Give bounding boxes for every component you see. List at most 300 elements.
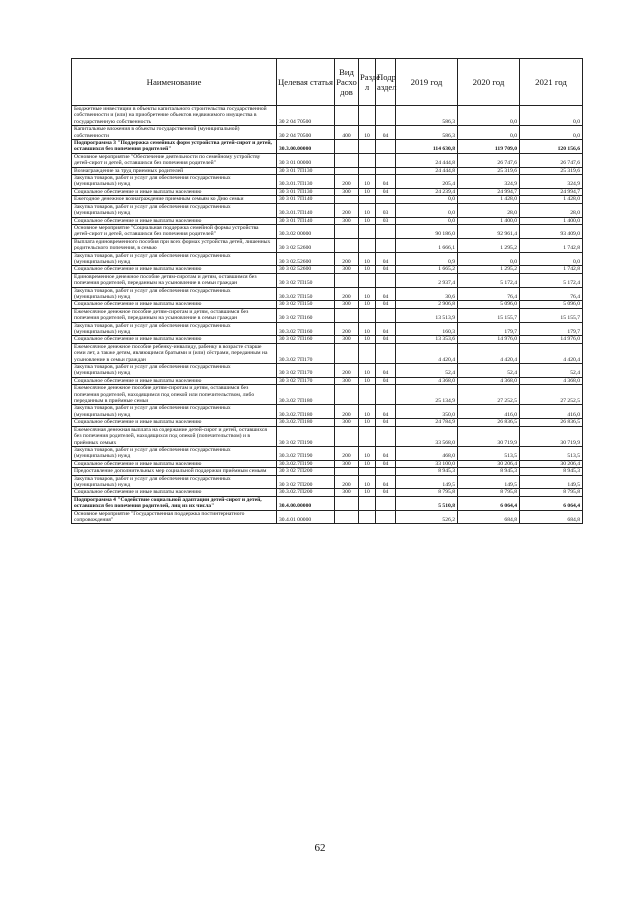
row-target-article: 30.3.02 7П150 [277,287,335,301]
table-row [72,405,583,419]
row-value-2019: 526,2 [396,510,458,524]
row-name: Выплата единовременного пособия при всех формах устройства детей, лишенных родительского попечения, в семью [72,238,277,252]
row-value-2021: 25 319,6 [520,167,583,174]
row-subsection [376,153,396,167]
row-value-2019: 1 666,1 [396,238,458,252]
row-value-2019: 4 420,4 [396,343,458,363]
row-section [359,238,376,252]
header-type: Вид Расхо дов [335,59,359,106]
row-subsection: 04 [376,475,396,489]
row-value-2021: 1 742,8 [520,238,583,252]
row-name: Ежемесячная денежная выплата на содержание детей-сирот и детей, оставшихся без попечения родителей, находящихся под опекой (попечительством) и в приёмных семьях [72,426,277,446]
table-row [72,364,583,378]
row-value-2020: 8 945,3 [458,468,520,475]
row-value-2019: 1 665,2 [396,266,458,273]
row-value-2020: 30 206,4 [458,460,520,467]
row-name: Ежемесячное денежное пособие детям-сиротам и детям, оставшимся без попечения родителей, переданным на усыновление в семьи граждан [72,308,277,322]
row-expense-type [335,106,359,126]
row-subsection: 04 [376,460,396,467]
row-target-article: 30.3.02 00000 [277,224,335,238]
row-subsection [376,140,396,154]
row-value-2020: 14 976,0 [458,336,520,343]
row-value-2020: 0,0 [458,106,520,126]
row-value-2019: 468,0 [396,446,458,460]
row-section [359,510,376,524]
row-name: Социальное обеспечение и иные выплаты населению [72,301,277,308]
row-target-article: 30 3 01 00000 [277,153,335,167]
row-name: Ежегодное денежное вознаграждение приемным семьям ко Дню семьи [72,196,277,203]
row-value-2020: 416,0 [458,405,520,419]
table-row [72,175,583,189]
row-section: 10 [359,489,376,496]
row-subsection: 04 [376,126,396,140]
header-code: Целевая статья [277,59,335,106]
row-section: 10 [359,188,376,195]
row-value-2019: 52,4 [396,364,458,378]
row-section [359,167,376,174]
row-section: 10 [359,126,376,140]
row-name: Закупка товаров, работ и услуг для обеспечения государственных (муниципальных) нужд [72,364,277,378]
row-value-2019: 24 444,8 [396,153,458,167]
row-target-article: 30 3 02 52600 [277,238,335,252]
row-name: Основное мероприятие "Социальная поддержка семейной формы устройства детей-сирот и детей, оставшихся без попечения родителей" [72,224,277,238]
row-expense-type: 200 [335,203,359,217]
row-target-article: 30 2 04 70500 [277,106,335,126]
row-expense-type: 200 [335,475,359,489]
row-section [359,153,376,167]
row-target-article: 30 3 02 7П200 [277,468,335,475]
row-target-article: 30.3.00.00000 [277,140,335,154]
row-value-2021: 14 976,0 [520,336,583,343]
table-row [72,343,583,363]
row-target-article: 30.3.02.7П200 [277,489,335,496]
row-value-2020: 684,8 [458,510,520,524]
row-expense-type [335,496,359,510]
row-name: Закупка товаров, работ и услуг для обеспечения государственных (муниципальных) нужд [72,287,277,301]
row-value-2020: 76,4 [458,287,520,301]
header-subsection: Подр аздел [376,59,396,106]
row-subsection [376,385,396,405]
row-section: 10 [359,175,376,189]
row-value-2021: 0,0 [520,252,583,266]
row-value-2019: 25 134,9 [396,385,458,405]
row-value-2021: 149,5 [520,475,583,489]
row-value-2021: 26 747,6 [520,153,583,167]
row-expense-type: 300 [335,188,359,195]
row-subsection [376,167,396,174]
row-value-2021: 1 428,0 [520,196,583,203]
row-value-2021: 0,0 [520,106,583,126]
row-value-2020: 513,5 [458,446,520,460]
row-value-2020: 4 420,4 [458,343,520,363]
table-row [72,196,583,203]
row-name: Подпрограмма 4 "Содействие социальной адаптации детей-сирот и детей, оставшихся без попечения родителей, лиц из их числа" [72,496,277,510]
row-value-2021: 684,8 [520,510,583,524]
table-row [72,224,583,238]
row-expense-type: 200 [335,175,359,189]
row-expense-type [335,238,359,252]
header-2019: 2019 год [396,59,458,106]
header-section: Разде л [359,59,376,106]
row-name: Закупка товаров, работ и услуг для обеспечения государственных (муниципальных) нужд [72,203,277,217]
header-2021: 2021 год [520,59,583,106]
row-value-2021: 324,9 [520,175,583,189]
row-target-article: 30 3 01 7П130 [277,167,335,174]
row-value-2021: 28,0 [520,203,583,217]
row-expense-type: 200 [335,287,359,301]
row-name: Социальное обеспечение и иные выплаты населению [72,377,277,384]
row-section: 10 [359,266,376,273]
row-subsection: 04 [376,446,396,460]
row-value-2019: 2 937,4 [396,273,458,287]
row-value-2020: 119 709,0 [458,140,520,154]
row-expense-type: 200 [335,322,359,336]
table-row [72,322,583,336]
row-value-2020: 8 795,8 [458,489,520,496]
row-value-2021: 76,4 [520,287,583,301]
row-value-2019: 586,3 [396,126,458,140]
row-value-2020: 25 319,6 [458,167,520,174]
row-expense-type: 300 [335,217,359,224]
row-expense-type [335,468,359,475]
row-expense-type [335,167,359,174]
row-value-2020: 149,5 [458,475,520,489]
table-row [72,385,583,405]
row-value-2021: 179,7 [520,322,583,336]
row-section [359,308,376,322]
row-subsection: 04 [376,336,396,343]
row-expense-type [335,510,359,524]
row-subsection: 04 [376,419,396,426]
row-section [359,468,376,475]
row-target-article: 30.3.02.7П180 [277,419,335,426]
row-value-2021: 30 719,9 [520,426,583,446]
row-value-2019: 90 186,0 [396,224,458,238]
table-row [72,468,583,475]
row-section [359,385,376,405]
table-body [72,106,583,524]
row-section [359,496,376,510]
row-section: 10 [359,217,376,224]
row-value-2019: 2 906,8 [396,301,458,308]
table-row [72,140,583,154]
row-value-2021: 15 155,7 [520,308,583,322]
row-section [359,426,376,446]
budget-sheet [71,58,582,524]
row-value-2019: 30,6 [396,287,458,301]
row-value-2020: 27 252,5 [458,385,520,405]
row-value-2019: 0,0 [396,217,458,224]
row-name: Социальное обеспечение и иные выплаты населению [72,460,277,467]
row-expense-type [335,385,359,405]
row-subsection: 04 [376,266,396,273]
row-section [359,196,376,203]
table-row [72,217,583,224]
row-value-2021: 4 368,0 [520,377,583,384]
row-value-2021: 513,5 [520,446,583,460]
row-target-article: 30.4.01 00000 [277,510,335,524]
row-expense-type: 300 [335,377,359,384]
row-target-article: 30 3 02 7П170 [277,364,335,378]
row-subsection: 03 [376,203,396,217]
table-row [72,377,583,384]
row-name: Основное мероприятие "Государственная поддержка постинтернатного сопровождения" [72,510,277,524]
row-subsection [376,308,396,322]
row-value-2020: 179,7 [458,322,520,336]
row-subsection: 04 [376,301,396,308]
row-section: 10 [359,446,376,460]
row-name: Социальное обеспечение и иные выплаты населению [72,489,277,496]
row-target-article: 30 3 02 52600 [277,266,335,273]
row-expense-type [335,224,359,238]
row-value-2020: 4 368,0 [458,377,520,384]
header-2020: 2020 год [458,59,520,106]
row-expense-type: 300 [335,489,359,496]
row-subsection [376,510,396,524]
row-name: Основное мероприятие "Обеспечение деятельности по семейному устройству детей-сирот и детей, оставшихся без попечения родителей" [72,153,277,167]
row-name: Ежемесячное денежное пособие ребенку-инвалиду, рабенку в возрасте старше семи лет, а также детям, являющимся братьями и (или) сёстрами, переданным на усыновление в семьи граждан [72,343,277,363]
table-row [72,252,583,266]
table-row [72,153,583,167]
row-section: 10 [359,252,376,266]
row-value-2020: 92 961,4 [458,224,520,238]
row-value-2021: 0,0 [520,126,583,140]
row-name: Закупка товаров, работ и услуг для обеспечения государственных (муниципальных) нужд [72,446,277,460]
row-value-2021: 24 994,7 [520,188,583,195]
row-section: 10 [359,475,376,489]
row-name: Единовременное денежное пособие детям-сиротам и детям, оставшимся без попечения родителей, переданным на усыновление в семьи граждан [72,273,277,287]
row-name: Закупка товаров, работ и услуг для обеспечения государственных (муниципальных) нужд [72,322,277,336]
row-subsection [376,496,396,510]
row-subsection [376,238,396,252]
row-name: Социальное обеспечение и иные выплаты населению [72,336,277,343]
row-value-2019: 5 510,8 [396,496,458,510]
row-subsection: 03 [376,217,396,224]
row-value-2019: 0,0 [396,203,458,217]
row-name: Вознаграждение за труд приемных родителей [72,167,277,174]
row-expense-type [335,196,359,203]
row-value-2021: 8 795,8 [520,489,583,496]
row-value-2021: 1 742,8 [520,266,583,273]
row-expense-type: 200 [335,364,359,378]
row-name: Социальное обеспечение и иные выплаты населению [72,217,277,224]
row-expense-type: 200 [335,405,359,419]
table-row [72,188,583,195]
row-subsection: 04 [376,377,396,384]
row-value-2021: 27 252,5 [520,385,583,405]
row-value-2020: 5 096,0 [458,301,520,308]
table-row [72,266,583,273]
header-name: Наименование [72,59,277,106]
row-value-2020: 1 400,0 [458,217,520,224]
row-name: Социальное обеспечение и иные выплаты населению [72,188,277,195]
row-target-article: 30.3.02 7П160 [277,322,335,336]
table-row [72,446,583,460]
row-value-2020: 15 155,7 [458,308,520,322]
row-target-article: 30 3 02 7П160 [277,336,335,343]
row-section [359,224,376,238]
row-value-2019: 586,3 [396,106,458,126]
row-section: 10 [359,419,376,426]
row-target-article: 30.3.01.7П130 [277,175,335,189]
row-value-2019: 114 630,8 [396,140,458,154]
table-row [72,308,583,322]
table-row [72,238,583,252]
row-value-2021: 8 945,3 [520,468,583,475]
table-row [72,203,583,217]
row-value-2019: 350,0 [396,405,458,419]
row-value-2020: 24 994,7 [458,188,520,195]
row-value-2020: 5 172,4 [458,273,520,287]
row-target-article: 30 3 02 7П150 [277,301,335,308]
row-section: 10 [359,377,376,384]
table-row [72,460,583,467]
row-value-2020: 30 719,9 [458,426,520,446]
table-row [72,419,583,426]
row-section [359,273,376,287]
row-section: 10 [359,336,376,343]
row-subsection: 04 [376,364,396,378]
row-value-2020: 28,0 [458,203,520,217]
row-name: Предоставление дополнительных мер социальной поддержки приёмным семьям [72,468,277,475]
row-value-2020: 0,0 [458,252,520,266]
row-subsection: 04 [376,322,396,336]
row-target-article: 30.3.02.7П190 [277,460,335,467]
table-row [72,167,583,174]
row-target-article: 30.3.02 7П180 [277,385,335,405]
row-value-2020: 324,9 [458,175,520,189]
row-value-2021: 93 409,0 [520,224,583,238]
table-row [72,126,583,140]
table-header-row [72,59,583,106]
table-row [72,106,583,126]
row-section: 10 [359,287,376,301]
row-value-2019: 0,0 [396,196,458,203]
row-value-2021: 30 206,4 [520,460,583,467]
row-subsection [376,426,396,446]
row-value-2020: 6 064,4 [458,496,520,510]
row-name: Бюджетные инвестиции в объекты капитального строительства государственной собственности и (или) на приобретение объектов недвижимого имущества в государственную собственность [72,106,277,126]
row-value-2019: 0,9 [396,252,458,266]
table-row [72,273,583,287]
row-value-2021: 5 096,0 [520,301,583,308]
row-target-article: 30 3 02 7П200 [277,475,335,489]
row-value-2019: 24 444,8 [396,167,458,174]
row-value-2020: 26 836,5 [458,419,520,426]
row-target-article: 30 3 02 7П190 [277,426,335,446]
row-subsection [376,273,396,287]
row-target-article: 30 3 01 7П140 [277,217,335,224]
row-value-2019: 33 568,0 [396,426,458,446]
row-value-2019: 160,3 [396,322,458,336]
row-value-2019: 4 368,0 [396,377,458,384]
row-subsection [376,106,396,126]
row-expense-type: 300 [335,336,359,343]
row-subsection: 04 [376,405,396,419]
row-expense-type: 200 [335,446,359,460]
row-target-article: 30.3.02 7П190 [277,446,335,460]
row-value-2019: 8 795,8 [396,489,458,496]
row-target-article: 30 3 02 7П160 [277,308,335,322]
row-section: 10 [359,301,376,308]
row-value-2019: 24 239,4 [396,188,458,195]
row-expense-type: 300 [335,419,359,426]
row-value-2019: 205,4 [396,175,458,189]
row-expense-type [335,426,359,446]
table-row [72,301,583,308]
row-name: Капитальные вложения в объекты государственной (муниципальной) собственности [72,126,277,140]
row-value-2021: 4 420,4 [520,343,583,363]
table-row [72,475,583,489]
row-value-2020: 0,0 [458,126,520,140]
table-row [72,489,583,496]
row-section: 10 [359,364,376,378]
row-name: Социальное обеспечение и иные выплаты населению [72,419,277,426]
row-target-article: 30.3.02 7П170 [277,343,335,363]
row-target-article: 30.3.02.7П180 [277,405,335,419]
row-value-2019: 13 513,9 [396,308,458,322]
row-value-2019: 24 784,9 [396,419,458,426]
row-expense-type [335,308,359,322]
row-value-2019: 13 353,6 [396,336,458,343]
row-subsection [376,224,396,238]
row-section: 10 [359,405,376,419]
row-expense-type [335,153,359,167]
row-expense-type [335,343,359,363]
row-section [359,140,376,154]
row-value-2021: 1 400,0 [520,217,583,224]
row-value-2020: 1 428,0 [458,196,520,203]
row-target-article: 30 3 02 7П150 [277,273,335,287]
row-subsection [376,468,396,475]
row-value-2021: 5 172,4 [520,273,583,287]
row-value-2019: 8 945,3 [396,468,458,475]
row-value-2021: 120 156,6 [520,140,583,154]
row-value-2020: 1 295,2 [458,238,520,252]
row-expense-type [335,273,359,287]
row-value-2021: 26 836,5 [520,419,583,426]
row-value-2021: 416,0 [520,405,583,419]
row-subsection [376,343,396,363]
row-value-2020: 52,4 [458,364,520,378]
table-row [72,496,583,510]
row-value-2021: 52,4 [520,364,583,378]
row-expense-type: 400 [335,126,359,140]
row-subsection: 04 [376,287,396,301]
row-subsection [376,196,396,203]
row-target-article: 30 3 01 7П140 [277,196,335,203]
row-value-2020: 26 747,6 [458,153,520,167]
table-row [72,510,583,524]
row-section: 10 [359,460,376,467]
row-target-article: 30 3 01 7П130 [277,188,335,195]
budget-table [71,58,583,524]
row-section [359,106,376,126]
table-row [72,336,583,343]
row-name: Социальное обеспечение и иные выплаты населению [72,266,277,273]
row-value-2021: 6 064,4 [520,496,583,510]
row-section: 10 [359,203,376,217]
row-target-article: 30 3 02.52600 [277,252,335,266]
row-value-2019: 33 100,0 [396,460,458,467]
row-name: Закупка товаров, работ и услуг для обеспечения государственных (муниципальных) нужд [72,405,277,419]
row-expense-type: 300 [335,266,359,273]
table-row [72,426,583,446]
row-subsection: 04 [376,175,396,189]
row-target-article: 30.3.01.7П140 [277,203,335,217]
row-name: Подпрограмма 3 "Поддержка семейных форм устройства детей-сирот и детей, оставшихся без попечения родителей" [72,140,277,154]
row-name: Закупка товаров, работ и услуг для обеспечения государственных (муниципальных) нужд [72,175,277,189]
